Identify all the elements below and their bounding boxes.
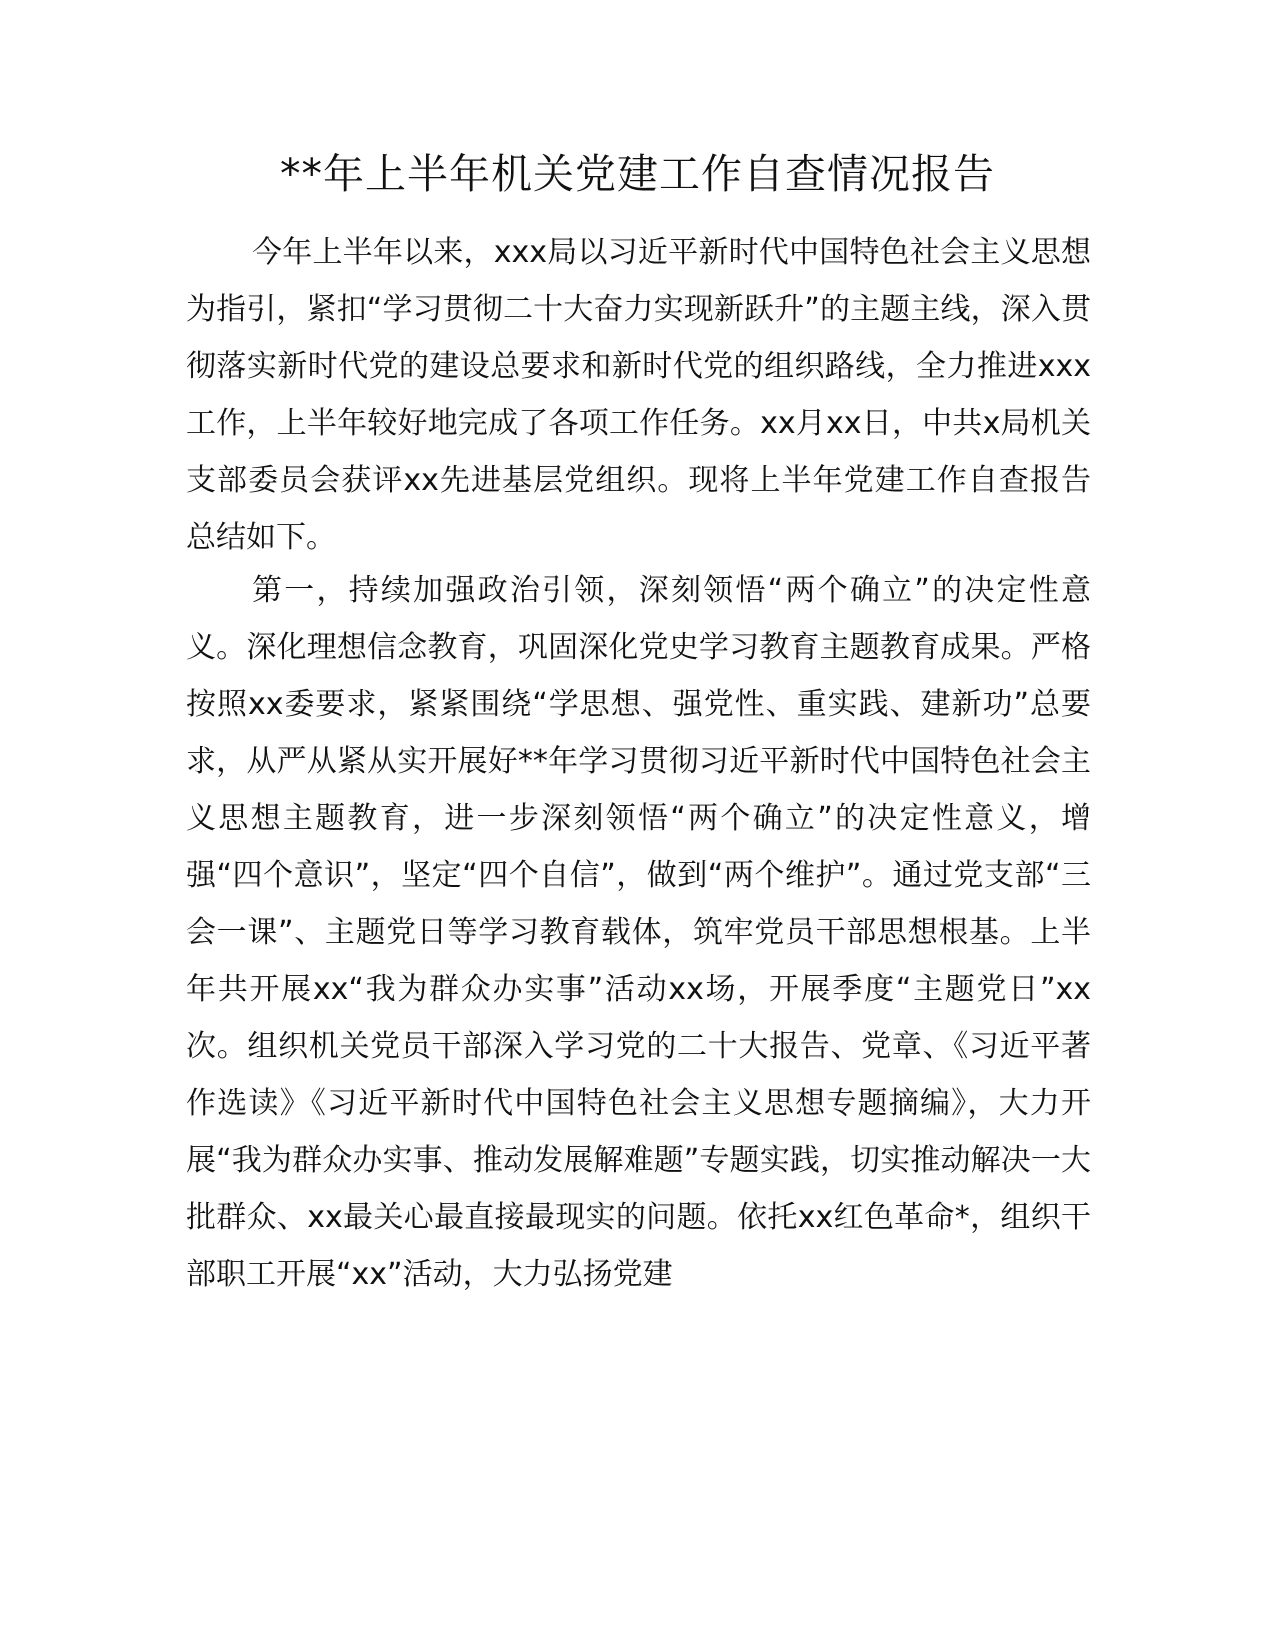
- document-title: **年上半年机关党建工作自查情况报告: [280, 150, 995, 198]
- paragraph-section-one: 第一，持续加强政治引领，深刻领悟“两个确立”的决定性意义。深化理想信念教育，巩固深化党史学习教育主题教育成果。严格按照xx委要求，紧紧围绕“学思想、强党性、重实践、建新功”总要求，从严从紧从实开展好**年学习贯彻习近平新时代中国特色社会主义思想主题教育，进一步深刻领悟“两个确立”的决定性意义，增强“四个意识”，坚定“四个自信”，做到“两个维护”。通过党支部“三会一课”、主题党日等学习教育载体，筑牢党员干部思想根基。上半年共开展xx“我为群众办实事”活动xx场，开展季度“主题党日”xx次。组织机关党员干部深入学习党的二十大报告、党章、《习近平著作选读》《习近平新时代中国特色社会主义思想专题摘编》，大力开展“我为群众办实事、推动发展解难题”专题实践，切实推动解决一大批群众、xx最关心最直接最现实的问题。依托xx红色革命*，组织干部职工开展“xx”活动，大力弘扬党建: [186, 573, 1091, 1292]
- paragraph-intro: 今年上半年以来，xxx局以习近平新时代中国特色社会主义思想为指引，紧扣“学习贯彻二十大奋力实现新跃升”的主题主线，深入贯彻落实新时代党的建设总要求和新时代党的组织路线，全力推进xxx工作，上半年较好地完成了各项工作任务。xx月xx日，中共x局机关支部委员会获评xx先进基层党组织。现将上半年党建工作自查报告总结如下。: [186, 235, 1091, 555]
